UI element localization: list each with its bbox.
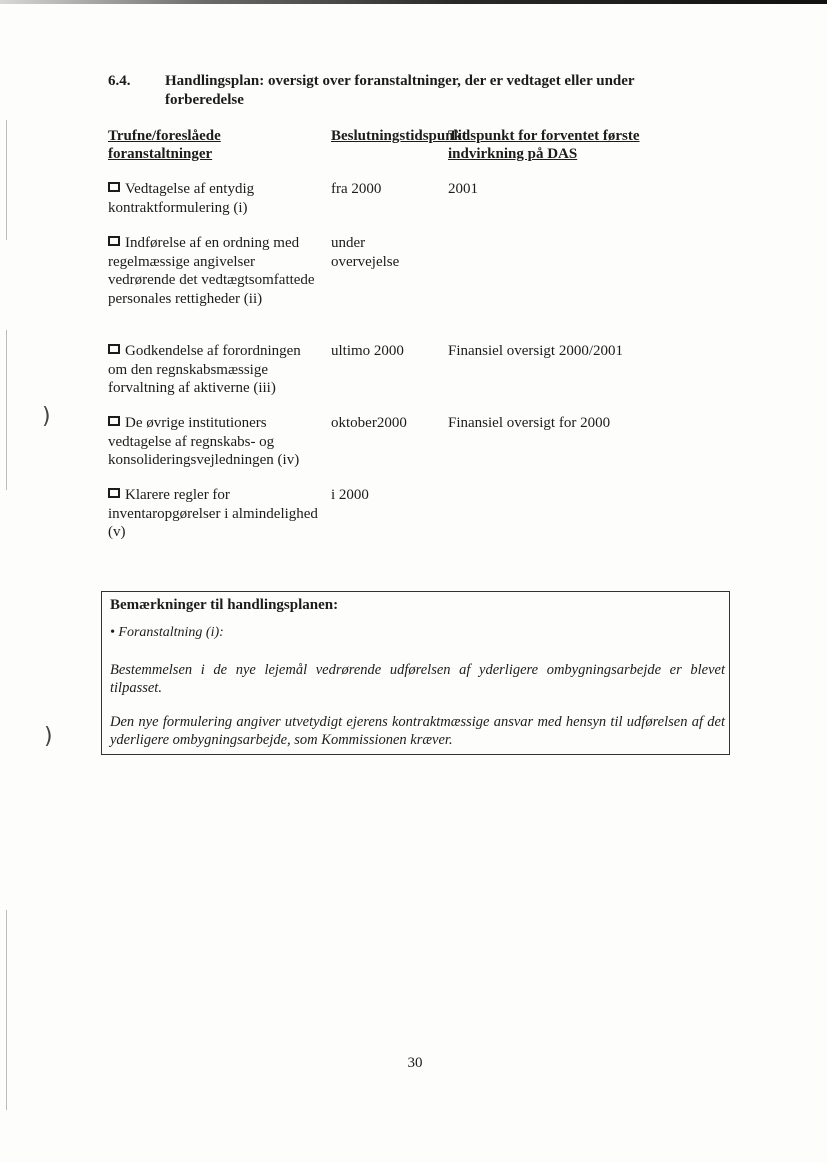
scan-artifact-line bbox=[6, 330, 7, 490]
table-row-decision: fra 2000 bbox=[331, 181, 382, 197]
section-title: Handlingsplan: oversigt over foranstaltninger, der er vedtaget eller under forberedelse bbox=[165, 73, 635, 108]
table-row-decision: i 2000 bbox=[331, 487, 369, 503]
remarks-paragraph: Den nye formulering angiver utvetydigt ejerens kontraktmæssige ansvar med hensyn til udførelsen af det yderligere ombygningsarbejde, som Kommissionen kræver. bbox=[110, 714, 725, 748]
table-row-impact: Finansiel oversigt for 2000 bbox=[448, 415, 611, 431]
column-header-impact: Tidspunkt for forventet første indvirkning på DAS bbox=[448, 128, 640, 162]
scan-artifact-line bbox=[6, 120, 7, 240]
checkbox-bullet-icon bbox=[108, 236, 120, 246]
column-header-measures: Trufne/foreslåede foranstaltninger bbox=[108, 128, 221, 162]
remarks-measure-label: • Foranstaltning (i): bbox=[110, 625, 224, 640]
checkbox-bullet-icon bbox=[108, 182, 120, 192]
section-number: 6.4. bbox=[108, 73, 131, 89]
checkbox-bullet-icon bbox=[108, 416, 120, 426]
table-row-measure: Indførelse af en ordning med regelmæssige angivelser vedrørende det vedtægtsomfattede personales rettigheder (ii) bbox=[108, 235, 315, 307]
table-row-measure: Godkendelse af forordningen om den regnskabsmæssige forvaltning af aktiverne (iii) bbox=[108, 343, 301, 396]
table-row-impact: 2001 bbox=[448, 181, 478, 197]
page-number: 30 bbox=[407, 1055, 423, 1071]
remarks-paragraph: Bestemmelsen i de nye lejemål vedrørende udførelsen af yderligere ombygningsarbejde er blevet tilpasset. bbox=[110, 662, 725, 696]
table-row-measure: De øvrige institutioners vedtagelse af regnskabs- og konsolideringsvejledningen (iv) bbox=[108, 415, 300, 468]
punch-hole-mark: ) bbox=[42, 404, 51, 429]
column-header-decision: Beslutningstidspunkt bbox=[331, 128, 467, 144]
checkbox-bullet-icon bbox=[108, 344, 120, 354]
scan-artifact-line bbox=[6, 910, 7, 1110]
table-row-decision: under overvejelse bbox=[331, 235, 400, 270]
table-row-measure: Klarere regler for inventaropgørelser i almindelighed (v) bbox=[108, 487, 318, 540]
table-row-decision: oktober2000 bbox=[331, 415, 407, 431]
table-row-measure: Vedtagelse af entydig kontraktformulering (i) bbox=[108, 181, 255, 216]
scan-top-border bbox=[0, 0, 827, 4]
remarks-box bbox=[101, 591, 730, 755]
table-row-impact: Finansiel oversigt 2000/2001 bbox=[448, 343, 623, 359]
checkbox-bullet-icon bbox=[108, 488, 120, 498]
remarks-title: Bemærkninger til handlingsplanen: bbox=[110, 597, 339, 613]
punch-hole-mark: ) bbox=[44, 724, 53, 749]
table-row-decision: ultimo 2000 bbox=[331, 343, 404, 359]
